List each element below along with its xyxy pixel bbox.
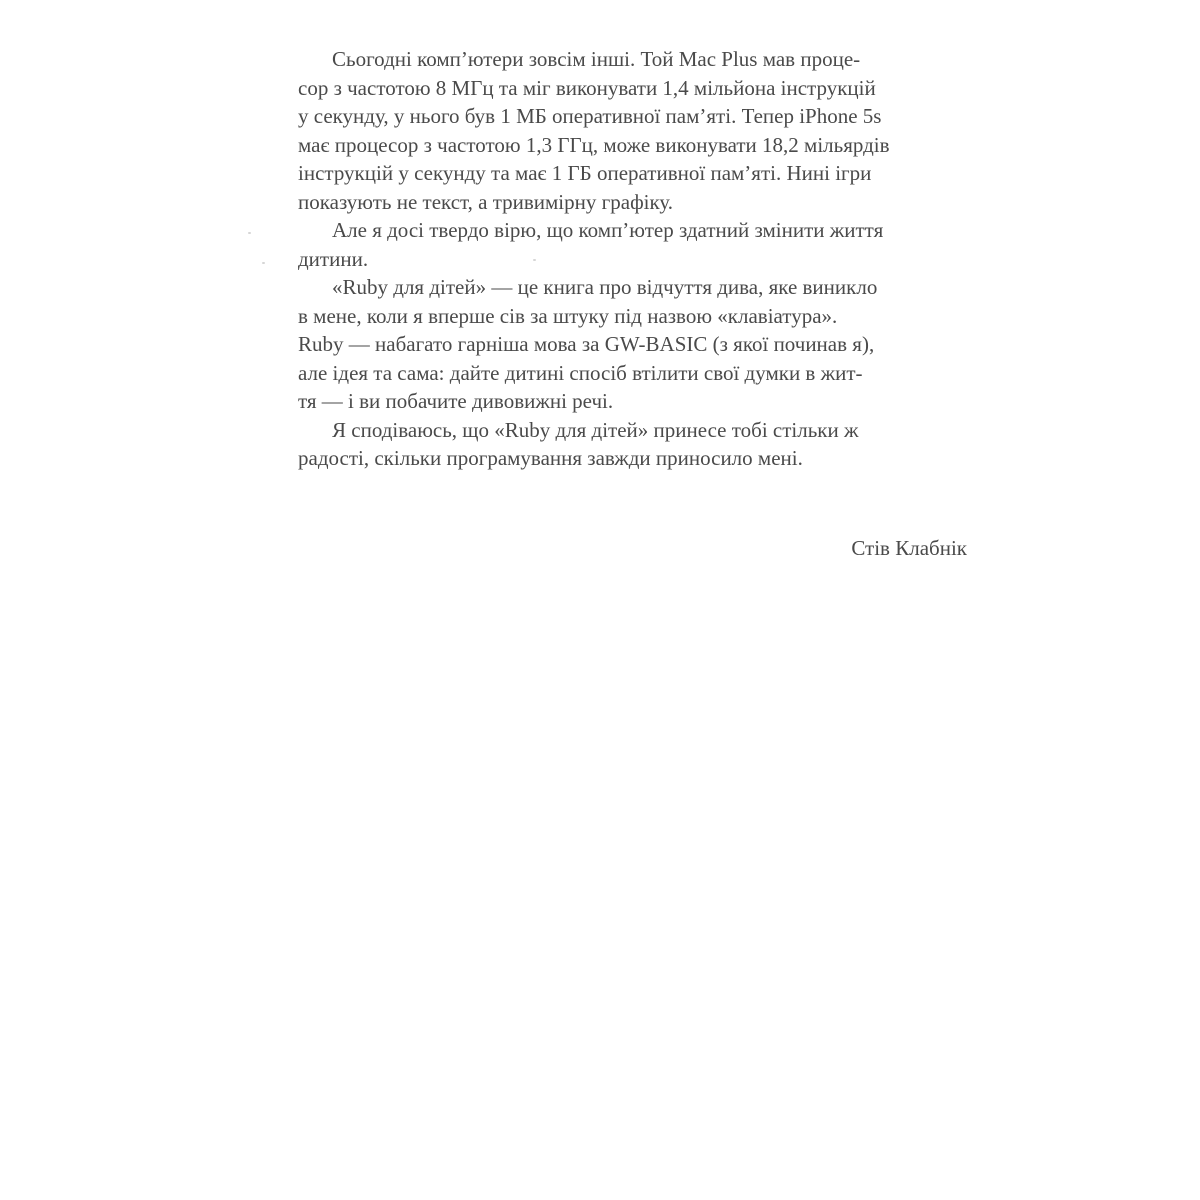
- paragraph-line: у секунду, у нього був 1 МБ оперативної пам’яті. Тепер iPhone 5s: [298, 104, 882, 128]
- paragraph-line: Я сподіваюсь, що «Ruby для дітей» принесе тобі стільки ж: [332, 417, 859, 442]
- paragraph-line: Але я досі твердо вірю, що комп’ютер здатний змінити життя: [332, 218, 884, 242]
- paragraph-line: дитини.: [298, 246, 369, 271]
- scan-speck: [248, 232, 251, 234]
- paragraph-line: але ідея та сама: дайте дитині спосіб втілити свої думки в жит-: [298, 360, 863, 385]
- paragraph-line: сор з частотою 8 МГц та міг виконувати 1,4 мільйона інструкцій: [298, 75, 876, 100]
- scan-speck: [262, 262, 265, 264]
- paragraph-line: в мене, коли я вперше сів за штуку під назвою «клавіатура».: [298, 303, 838, 328]
- body-text: [298, 45, 958, 473]
- paragraph-line: інструкцій у секунду та має 1 ГБ оперативної пам’яті. Нині ігри: [298, 161, 872, 185]
- author-signature: Стів Клабнік: [851, 536, 967, 560]
- paragraph-line: Ruby — набагато гарніша мова за GW-BASIC (з якої починав я),: [298, 332, 875, 356]
- paragraph-line: тя — і ви побачите дивовижні речі.: [298, 389, 614, 413]
- paragraph-line: Сьогодні комп’ютери зовсім інші. Той Mac Plus мав проце-: [332, 47, 861, 71]
- paragraph-line: має процесор з частотою 1,3 ГГц, може виконувати 18,2 мільярдів: [298, 132, 890, 157]
- paragraph-line: «Ruby для дітей» — це книга про відчуття дива, яке виникло: [332, 275, 878, 299]
- paragraph-line: показують не текст, а тривимірну графіку.: [298, 189, 674, 214]
- paragraph-line: радості, скільки програмування завжди приносило мені.: [298, 446, 803, 470]
